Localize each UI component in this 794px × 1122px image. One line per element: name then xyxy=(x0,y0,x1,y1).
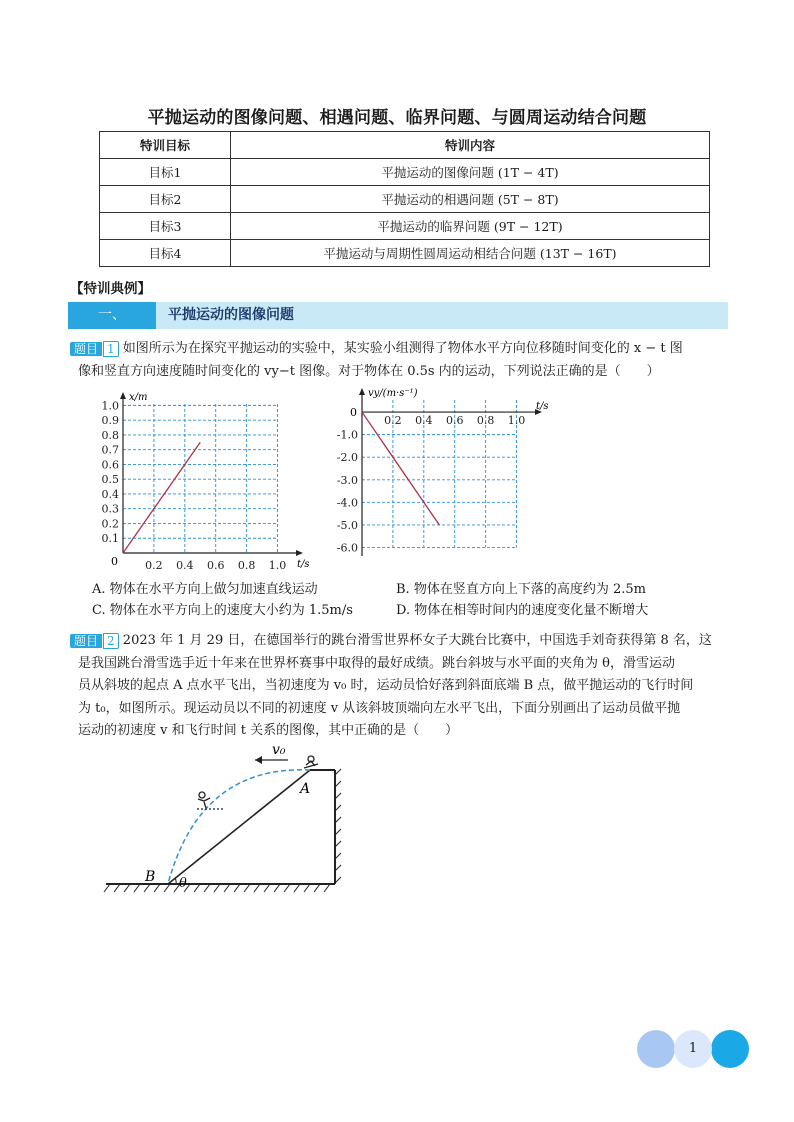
x-t-chart xyxy=(88,388,310,572)
y-axis-arrow xyxy=(120,392,126,399)
y-axis-arrow xyxy=(359,388,365,395)
y-tick-label: -6.0 xyxy=(336,541,358,555)
question-text: 员从斜坡的起点 A 点水平飞出，当初速度为 v₀ 时，运动员恰好落到斜面底端 B 点，做平抛运动的飞行时间 xyxy=(78,678,694,693)
v0-label: v₀ xyxy=(272,742,286,758)
ski-slope-figure xyxy=(100,735,360,900)
y-tick-label: -3.0 xyxy=(336,473,358,487)
point-a-label: A xyxy=(300,781,311,797)
option-d: D. 物体在相等时间内的速度变化量不断增大 xyxy=(396,603,649,618)
table-cell: 目标2 xyxy=(100,186,231,213)
section-banner xyxy=(68,302,728,329)
x-tick-label: 0.6 xyxy=(206,559,225,572)
y-axis-label: x/m xyxy=(129,392,148,403)
table-header-cell: 特训目标 xyxy=(100,132,231,159)
table-cell: 目标4 xyxy=(100,240,231,267)
table-row xyxy=(100,186,710,213)
question-text: 2023 年 1 月 29 日，在德国举行的跳台滑雪世界杯女子大跳台比赛中，中国选手刘奇获得第 8 名，这 xyxy=(122,633,712,648)
y-tick-label: 0.8 xyxy=(101,428,119,442)
question-text: 运动的初速度 v 和飞行时间 t 关系的图像，其中正确的是（ ） xyxy=(78,723,459,738)
question-text: 是我国跳台滑雪选手近十年来在世界杯赛事中取得的最好成绩。跳台斜坡与水平面的夹角为 θ，滑雪运动 xyxy=(78,655,675,671)
x-tick-label: 0.8 xyxy=(237,559,256,572)
section-label: 【特训典例】 xyxy=(70,281,151,297)
y-tick-label: 0.6 xyxy=(101,458,119,472)
question-1-line xyxy=(70,338,730,361)
question-text: 如图所示为在探究平抛运动的实验中，某实验小组测得了物体水平方向位移随时间变化的 x − t 图 xyxy=(122,341,683,356)
question-1 xyxy=(70,338,730,383)
question-2-line xyxy=(70,630,730,653)
x-tick-label: 0.8 xyxy=(476,414,495,428)
table-cell: 平抛运动的临界问题 (9T − 12T) xyxy=(231,213,710,240)
table-header-cell: 特训内容 xyxy=(231,132,710,159)
origin-label: 0 xyxy=(350,406,357,420)
page-decoration-circle xyxy=(711,1030,749,1068)
point-b-label: B xyxy=(145,869,156,885)
question-text: 像和竖直方向速度随时间变化的 vy−t 图像。对于物体在 0.5s 内的运动，下列说法正确的是（ ） xyxy=(78,363,660,379)
skier-midair-icon xyxy=(197,792,224,809)
page-number: 1 xyxy=(674,1030,712,1068)
x-tick-label: 0.6 xyxy=(445,414,464,428)
y-tick-label: 0.1 xyxy=(101,532,119,546)
option-b: B. 物体在竖直方向上下落的高度约为 2.5m xyxy=(396,582,646,597)
chart-series xyxy=(123,442,200,553)
x-tick-label: 1.0 xyxy=(507,414,526,428)
y-tick-label: 1.0 xyxy=(101,399,119,413)
y-tick-label: 0.9 xyxy=(101,414,119,428)
goals-table xyxy=(99,131,710,267)
x-tick-label: 0.2 xyxy=(384,414,402,428)
page-decoration-circle xyxy=(637,1030,675,1068)
chart-grid xyxy=(123,404,278,553)
data-line xyxy=(123,442,200,553)
x-tick-label: 0.2 xyxy=(145,559,163,572)
skier-icon xyxy=(304,756,318,768)
x-tick-label: 0.4 xyxy=(176,559,194,572)
table-cell: 平抛运动与周期性圆周运动相结合问题 (13T − 16T) xyxy=(231,240,710,267)
x-tick-label: 0.4 xyxy=(415,414,433,428)
x-axis-arrow xyxy=(296,550,303,556)
data-line xyxy=(362,412,439,525)
x-axis-label: t/s xyxy=(536,401,549,413)
document-title: 平抛运动的图像问题、相遇问题、临界问题、与圆周运动结合问题 xyxy=(147,108,647,128)
y-tick-label: -4.0 xyxy=(336,496,358,510)
chart-axes xyxy=(120,392,303,556)
question-text: 为 t₀，如图所示。现运动员以不同的初速度 v 从该斜坡顶端向左水平飞出，下面分别画出了运动员做平抛 xyxy=(78,700,681,716)
chart-ticks xyxy=(102,392,310,572)
y-axis-label: vy/(m·s⁻¹) xyxy=(368,388,418,399)
chart-series xyxy=(362,412,439,525)
y-tick-label: 0.3 xyxy=(101,502,119,516)
y-tick-label: 0.5 xyxy=(101,473,119,487)
table-cell: 平抛运动的相遇问题 (5T − 8T) xyxy=(231,186,710,213)
question-tag: 题目 1 xyxy=(70,341,119,357)
table-header-row xyxy=(100,132,710,159)
option-a: A. 物体在水平方向上做匀加速直线运动 xyxy=(92,582,318,597)
table-cell: 平抛运动的图像问题 (1T − 4T) xyxy=(231,159,710,186)
x-tick-label: 1.0 xyxy=(268,559,287,572)
table-row xyxy=(100,213,710,240)
table-row xyxy=(100,159,710,186)
vy-t-chart xyxy=(330,388,550,568)
table-row xyxy=(100,240,710,267)
y-tick-label: -2.0 xyxy=(336,451,358,465)
origin-label: 0 xyxy=(111,555,118,568)
slope-line xyxy=(168,770,310,884)
y-tick-label: 0.7 xyxy=(101,443,119,457)
arrow-head xyxy=(255,756,262,764)
y-tick-label: 0.2 xyxy=(101,517,119,531)
y-tick-label: -5.0 xyxy=(336,518,358,532)
banner-number: 一、 xyxy=(68,302,156,329)
option-c: C. 物体在水平方向上的速度大小约为 1.5m/s xyxy=(92,603,353,618)
question-2 xyxy=(70,630,730,743)
table-cell: 目标1 xyxy=(100,159,231,186)
question-tag: 题目 2 xyxy=(70,633,119,649)
y-tick-label: -1.0 xyxy=(336,428,358,442)
y-tick-label: 0.4 xyxy=(101,487,119,501)
x-axis-label: t/s xyxy=(297,559,310,570)
table-cell: 目标3 xyxy=(100,213,231,240)
banner-title: 平抛运动的图像问题 xyxy=(168,307,294,323)
theta-label: θ xyxy=(179,876,187,891)
